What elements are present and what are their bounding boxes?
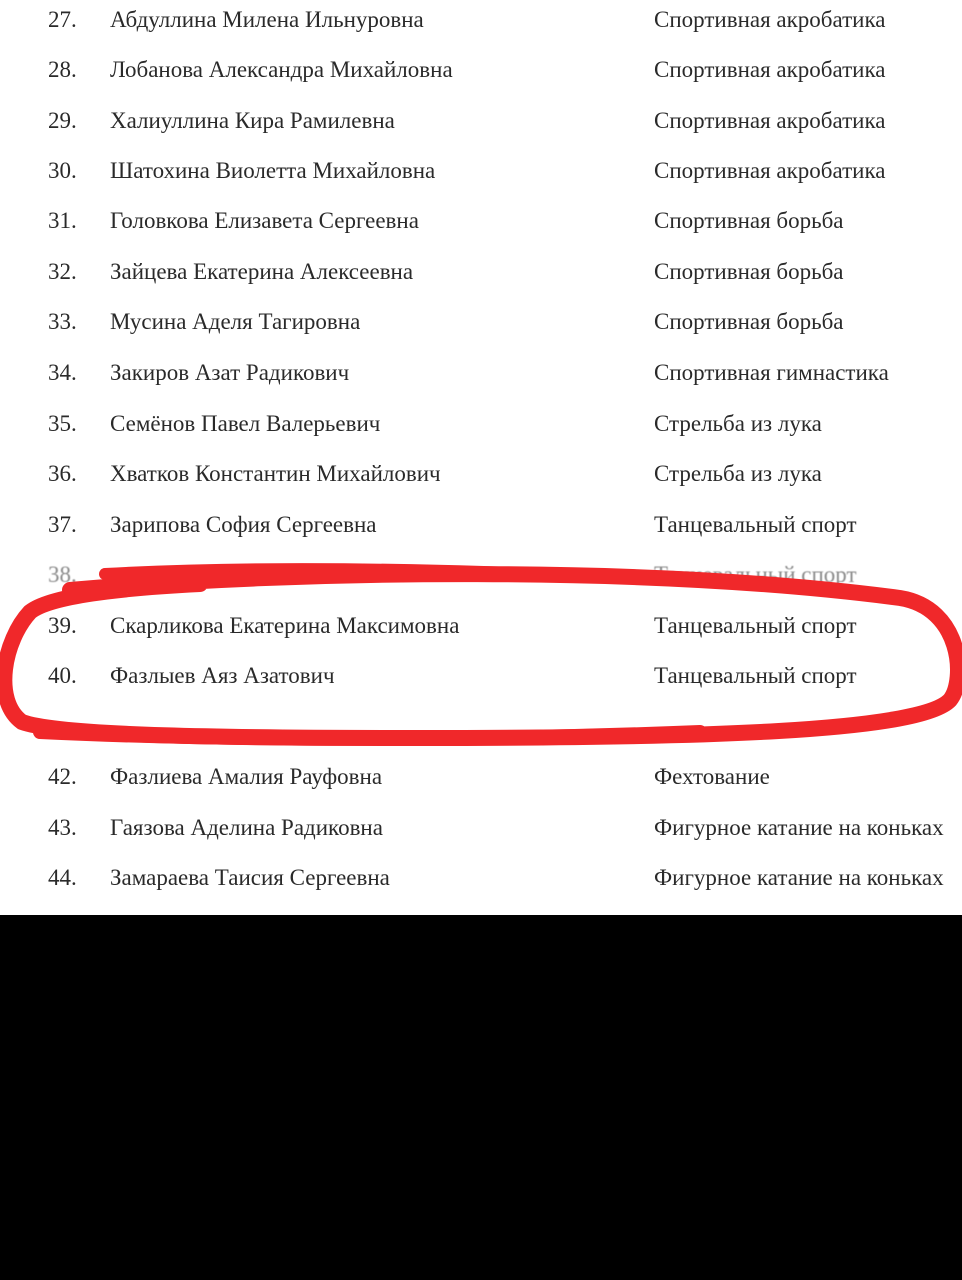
person-name: Лобанова Александра Михайловна [110,57,453,82]
table-row [0,151,962,201]
sport-discipline: Фигурное катание на коньках [654,865,944,890]
row-number: 31. [48,208,77,233]
sport-discipline: Танцевальный спорт [654,562,857,587]
table-row-highlighted [0,606,962,656]
person-name: Халиуллина Кира Рамилевна [110,108,395,133]
row-number: 40. [48,663,77,688]
table-row [0,302,962,352]
row-number: 27. [48,7,77,32]
table-row [0,404,962,454]
black-letterbox [0,915,962,1280]
sport-discipline: Танцевальный спорт [654,613,857,638]
table-row [0,505,962,555]
person-name: Абдуллина Милена Ильнуровна [110,7,424,32]
sport-discipline: Танцевальный спорт [654,512,857,537]
table-row [0,757,962,807]
table-row [0,454,962,504]
row-number: 35. [48,411,77,436]
sport-discipline: Спортивная акробатика [654,108,886,133]
sport-discipline: Фехтование [654,764,770,789]
sport-discipline: Танцевальный спорт [654,663,857,688]
person-name: Замараева Таисия Сергеевна [110,865,390,890]
table-row [0,858,962,908]
person-name: Фазлыев Аяз Азатович [110,663,335,688]
table-row-highlighted [0,656,962,706]
sport-discipline: Спортивная гимнастика [654,360,889,385]
table-row [0,252,962,302]
person-name: Семёнов Павел Валерьевич [110,411,381,436]
person-name: Хватков Константин Михайлович [110,461,441,486]
row-number: 38. [48,562,77,587]
sport-discipline: Стрельба из лука [654,461,822,486]
row-number: 33. [48,309,77,334]
row-number: 32. [48,259,77,284]
person-name: Скарликова Екатерина Максимовна [110,613,460,638]
person-name: Закиров Азат Радикович [110,360,350,385]
row-number: 36. [48,461,77,486]
sport-discipline: Фигурное катание на коньках [654,815,944,840]
table-row-obscured [0,555,962,605]
sport-discipline: Спортивная борьба [654,309,844,334]
person-name: Мусина Аделя Тагировна [110,309,361,334]
row-number: 42. [48,764,77,789]
row-number: 30. [48,158,77,183]
row-number: 44. [48,865,77,890]
row-number: 43. [48,815,77,840]
person-name: Шатохина Виолетта Михайловна [110,158,436,183]
row-number: 34. [48,360,77,385]
row-number: 37. [48,512,77,537]
table-row [0,201,962,251]
row-number: 28. [48,57,77,82]
sport-discipline: Спортивная акробатика [654,158,886,183]
table-row [0,101,962,151]
row-number: 39. [48,613,77,638]
table-row-obscured [0,707,962,757]
sport-discipline: Спортивная акробатика [654,57,886,82]
table-row [0,0,962,50]
row-number: 29. [48,108,77,133]
table-row [0,353,962,403]
person-name: Фазлиева Амалия Рауфовна [110,764,383,789]
person-name: Зарипова София Сергеевна [110,512,377,537]
sport-discipline: Спортивная борьба [654,208,844,233]
sport-discipline: Спортивная борьба [654,259,844,284]
sport-discipline: Стрельба из лука [654,411,822,436]
sport-discipline: Спортивная акробатика [654,7,886,32]
table-row [0,50,962,100]
table-row [0,808,962,858]
person-name: Зайцева Екатерина Алексеевна [110,259,414,284]
person-name: Гаязова Аделина Радиковна [110,815,383,840]
person-name: Головкова Елизавета Сергеевна [110,208,419,233]
